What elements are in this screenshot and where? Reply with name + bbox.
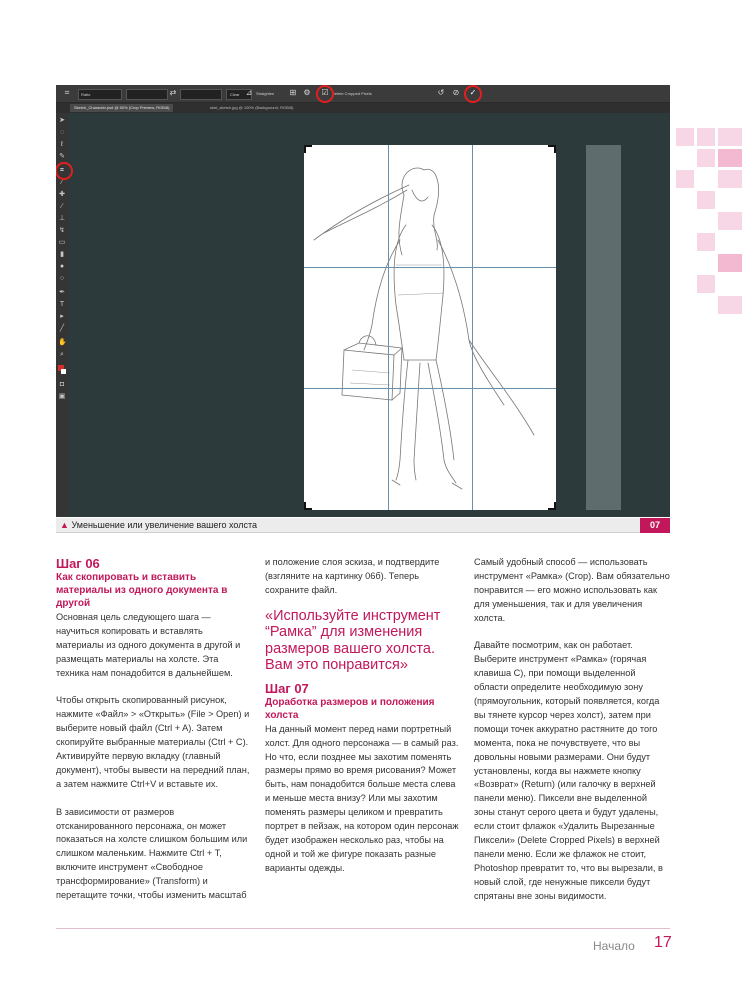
document-tabs — [56, 103, 670, 113]
eraser-tool-icon[interactable]: ▭ — [58, 239, 66, 246]
paragraph: Основная цель следующего шага — научиться копировать и вставлять материалы из одного документа в другой и размещать материалы на холсте. Эта техника нам понадобится в дальнейшем. — [56, 612, 241, 678]
delete-cropped-label: Delete Cropped Pixels — [332, 91, 372, 96]
hand-tool-icon[interactable]: ✋ — [58, 339, 67, 346]
quick-select-tool-icon[interactable]: ✎ — [59, 153, 65, 160]
blur-tool-icon[interactable]: ● — [59, 263, 65, 270]
footer-divider — [56, 928, 670, 929]
straighten-icon[interactable]: ⊿ — [245, 88, 253, 97]
stamp-tool-icon[interactable]: ⊥ — [58, 215, 66, 222]
grid-overlay-icon[interactable]: ⊞ — [289, 88, 297, 97]
paragraph: Самый удобный способ — использовать инструмент «Рамка» (Crop). Вам обязательно понравится — его можно использовать как для уменьшения, так и для увеличения холста. — [474, 557, 670, 623]
crop-handle[interactable] — [548, 502, 556, 510]
straighten-label[interactable]: Straighten — [256, 91, 275, 96]
paragraph: В зависимости от размеров отсканированного персонажа, он может показаться на холсте слишком большим или слишком маленьким. Нажмите Ctrl + T, включите инструмент «Свободное трансформирование» (Transform) и перетащите точки, чтобы изменить масштаб — [56, 806, 248, 901]
crop-grid-line — [472, 145, 473, 510]
zoom-tool-icon[interactable]: ⌕ — [60, 351, 64, 358]
crop-grid-line — [304, 267, 556, 268]
paragraph: Чтобы открыть скопированный рисунок, нажмите «Файл» > «Открыть» (File > Open) и выберите новый файл (Ctrl + A). Затем скопируйте выбранные материалы (Ctrl + C). Активируйте первую вкладку (главный документ), чтобы вывести на передний план, а затем нажмите Ctrl+V и вставьте их. — [56, 695, 250, 789]
crop-grid-line — [304, 388, 556, 389]
path-select-tool-icon[interactable]: ▸ — [60, 313, 64, 320]
height-field[interactable] — [180, 89, 222, 100]
crop-handle[interactable] — [304, 145, 312, 153]
step-06-title: Шаг 06 — [56, 556, 100, 571]
canvas-sketch[interactable] — [304, 145, 556, 510]
tab-document-sketch[interactable]: sket_sketch.jpg @ 100% (Background, RGB/8) — [210, 105, 294, 110]
tab-document-main[interactable]: Sketch_Character.psd @ 50% (Crop Preview, RGB/8) — [70, 104, 173, 112]
step-06-subtitle: Как скопировать и вставить материалы из одного документа в другой — [56, 572, 228, 609]
paragraph: На данный момент перед нами портретный холст. Для одного персонажа — в самый раз. Но что, если позднее мы захотим поменять размеры прямо во время рисования? Может быть, нам понадобится больше места слева и меньше места внизу? Или мы захотим поменять размеры целиком и превратить портрет в пейзаж, на котором один персонаж будет изображен несколько раз, чтобы на одной и той же фигуре показать разные варианты одежды. — [265, 723, 459, 873]
page-number: 17 — [654, 934, 672, 951]
figure-caption — [56, 518, 640, 533]
move-tool-icon[interactable]: ➤ — [59, 117, 65, 124]
eyedropper-tool-icon[interactable]: ⁄ — [61, 179, 63, 186]
gradient-tool-icon[interactable]: ▮ — [60, 251, 64, 258]
ratio-select[interactable]: Ratio — [78, 89, 122, 100]
commit-checkmark-icon[interactable]: ✓ — [469, 88, 477, 97]
healing-tool-icon[interactable]: ✚ — [59, 191, 65, 198]
text-column-2 — [265, 556, 461, 890]
caption-marker: ▲ — [60, 520, 69, 530]
sketch-drawing — [304, 145, 556, 510]
brush-tool-icon[interactable]: ∕ — [61, 203, 63, 210]
clear-button[interactable]: Clear — [226, 89, 252, 100]
paragraph: и положение слоя эскиза, и подтвердите (взгляните на картинку 06б). Теперь сохраните файл. — [265, 557, 440, 595]
photoshop-screenshot — [56, 85, 670, 517]
shape-tool-icon[interactable]: ╱ — [59, 325, 65, 332]
step-07-subtitle: Доработка размеров и положения холста — [265, 696, 435, 721]
dodge-tool-icon[interactable]: ○ — [59, 275, 65, 282]
paragraph: Давайте посмотрим, как он работает. Выберите инструмент «Рамка» (горячая клавиша C), при помощи выделенной области определите необходимую зону (прямоугольник, который появляется, когда вы тянете курсор через холст), затем при помощи точек аккуратно растяните до того момента, пока не почувствуете, что вы довольны новыми размерами. Они будут установлены, когда вы нажмете кнопку «Возврат» (Return) (или галочку в верхней панели меню). Пиксели вне выделенной зоны станут серого цвета и будут удалены, если стоит флажок «Удалить Вырезанные Пиксели» (Delete Cropped Pixels) в верхней панели меню. Если же флажок не стоит, Photoshop превратит то, что вы вырезали, в новый слой, где ненужные пиксели будут спрятаны вне зоны видимости. — [474, 640, 663, 901]
crop-handle[interactable] — [548, 145, 556, 153]
crop-tool-icon[interactable]: ⌗ — [60, 167, 64, 174]
footer-section-name: Начало — [593, 939, 635, 953]
cancel-icon[interactable]: ⊘ — [452, 88, 460, 97]
text-column-1 — [56, 556, 252, 917]
figure-number: 07 — [640, 518, 670, 533]
swap-icon[interactable]: ⇄ — [169, 88, 177, 97]
step-07-title: Шаг 07 — [265, 680, 309, 696]
options-bar — [56, 85, 670, 103]
background-color-swatch[interactable] — [61, 369, 66, 374]
width-field[interactable] — [126, 89, 168, 100]
lasso-tool-icon[interactable]: ℓ — [60, 141, 64, 148]
screen-mode-icon[interactable]: ▣ — [58, 393, 66, 400]
crop-tool-icon[interactable]: ⌗ — [64, 88, 70, 97]
extended-canvas-area — [586, 145, 621, 510]
highlight-circle — [316, 85, 334, 103]
caption-text: Уменьшение или увеличение вашего холста — [71, 520, 257, 530]
reset-icon[interactable]: ↺ — [437, 88, 445, 97]
crop-grid-line — [388, 145, 389, 510]
quick-mask-icon[interactable]: ◘ — [59, 381, 65, 388]
type-tool-icon[interactable]: T — [59, 301, 65, 308]
delete-cropped-checkbox-icon[interactable]: ☑ — [321, 88, 329, 97]
settings-icon[interactable]: ⚙ — [303, 88, 311, 97]
pull-quote: «Используйте инструмент “Рамка” для изменения размеров вашего холста. Вам это понравится» — [265, 607, 441, 674]
crop-handle[interactable] — [304, 502, 312, 510]
text-column-3 — [474, 556, 670, 918]
pen-tool-icon[interactable]: ✒ — [59, 289, 65, 296]
highlight-circle — [464, 85, 482, 103]
marquee-tool-icon[interactable]: ◌ — [59, 129, 65, 136]
history-brush-tool-icon[interactable]: ↯ — [59, 227, 65, 234]
highlight-circle — [56, 162, 73, 180]
